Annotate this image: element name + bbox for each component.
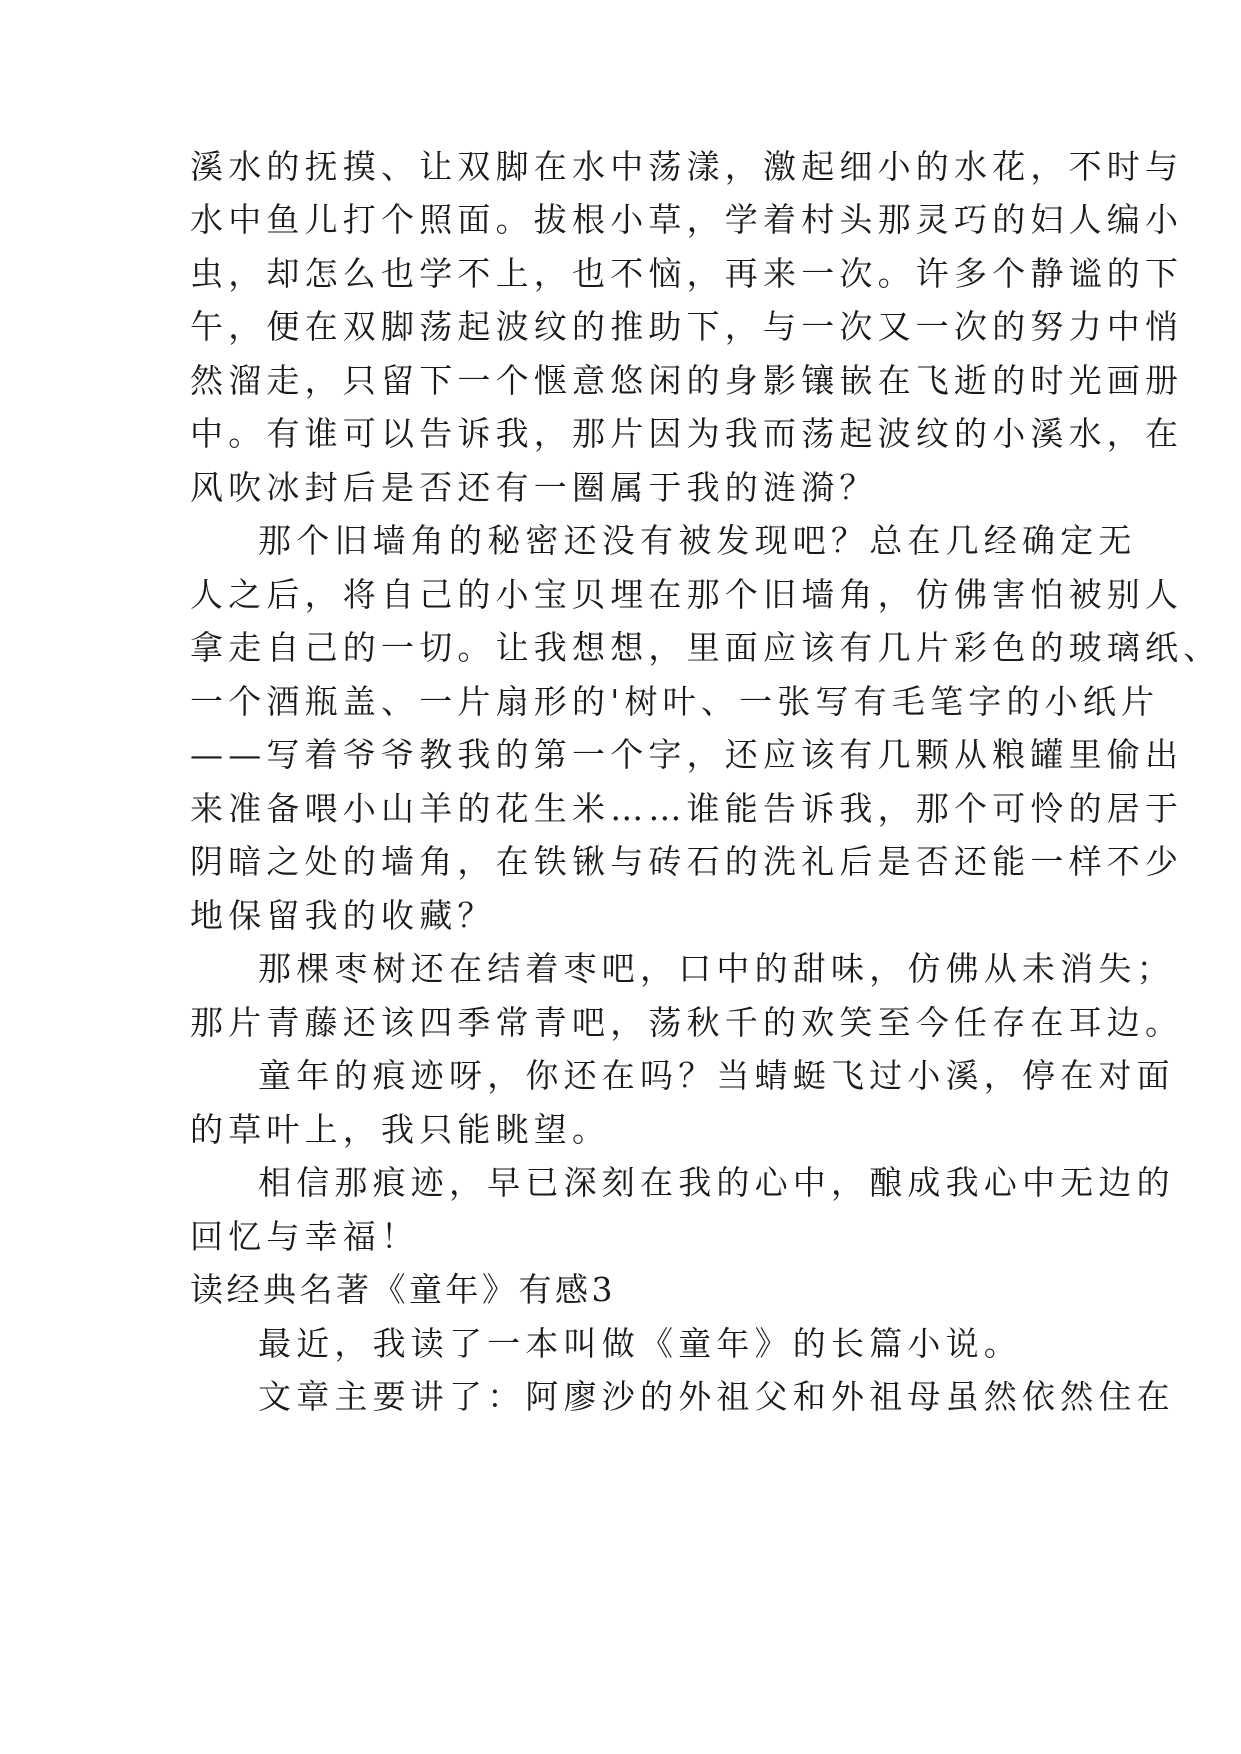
body-text-line: 来准备喂小山羊的花生米……谁能告诉我，那个可怜的居于 bbox=[190, 789, 1184, 828]
body-text-line: 午，便在双脚荡起波纹的推助下，与一次又一次的努力中悄 bbox=[190, 307, 1184, 346]
body-text-line: 溪水的抚摸、让双脚在水中荡漾，激起细小的水花，不时与 bbox=[190, 147, 1184, 186]
body-text-line: 那棵枣树还在结着枣吧，口中的甜味，仿佛从未消失； bbox=[258, 949, 1175, 988]
section-heading: 读经典名著《童年》有感3 bbox=[190, 1270, 616, 1309]
body-text-line: 风吹冰封后是否还有一圈属于我的涟漪？ bbox=[190, 468, 878, 507]
body-text-line: 最近，我读了一本叫做《童年》的长篇小说。 bbox=[258, 1324, 1022, 1363]
body-text-line: 回忆与幸福！ bbox=[190, 1217, 420, 1256]
body-text-line: 拿走自己的一切。让我想想，里面应该有几片彩色的玻璃纸、 bbox=[190, 628, 1222, 667]
body-text-line: 的草叶上，我只能眺望。 bbox=[190, 1110, 611, 1149]
body-text-line: 然溜走，只留下一个惬意悠闲的身影镶嵌在飞逝的时光画册 bbox=[190, 361, 1184, 400]
body-text-line: 地保留我的收藏？ bbox=[190, 896, 496, 935]
body-text-line: 文章主要讲了：阿廖沙的外祖父和外祖母虽然依然住在 bbox=[258, 1377, 1175, 1416]
body-text-line: 那个旧墙角的秘密还没有被发现吧？总在几经确定无 bbox=[258, 521, 1137, 560]
body-text-line: 人之后，将自己的小宝贝埋在那个旧墙角，仿佛害怕被别人 bbox=[190, 575, 1184, 614]
body-text-line: 相信那痕迹，早已深刻在我的心中，酿成我心中无边的 bbox=[258, 1163, 1175, 1202]
body-text-line: 一个酒瓶盖、一片扇形的'树叶、一张写有毛笔字的小纸片 bbox=[190, 682, 1160, 721]
body-text-line: 阴暗之处的墙角，在铁锹与砖石的洗礼后是否还能一样不少 bbox=[190, 842, 1184, 881]
body-text-line: 童年的痕迹呀，你还在吗？当蜻蜓飞过小溪，停在对面 bbox=[258, 1056, 1175, 1095]
body-text-line: 虫，却怎么也学不上，也不恼，再来一次。许多个静谧的下 bbox=[190, 254, 1184, 293]
body-text-line: 那片青藤还该四季常青吧，荡秋千的欢笑至今任存在耳边。 bbox=[190, 1003, 1184, 1042]
body-text-line: 水中鱼儿打个照面。拔根小草，学着村头那灵巧的妇人编小 bbox=[190, 200, 1184, 239]
body-text-line: ——写着爷爷教我的第一个字，还应该有几颗从粮罐里偷出 bbox=[190, 735, 1184, 774]
body-text-line: 中。有谁可以告诉我，那片因为我而荡起波纹的小溪水，在 bbox=[190, 414, 1184, 453]
